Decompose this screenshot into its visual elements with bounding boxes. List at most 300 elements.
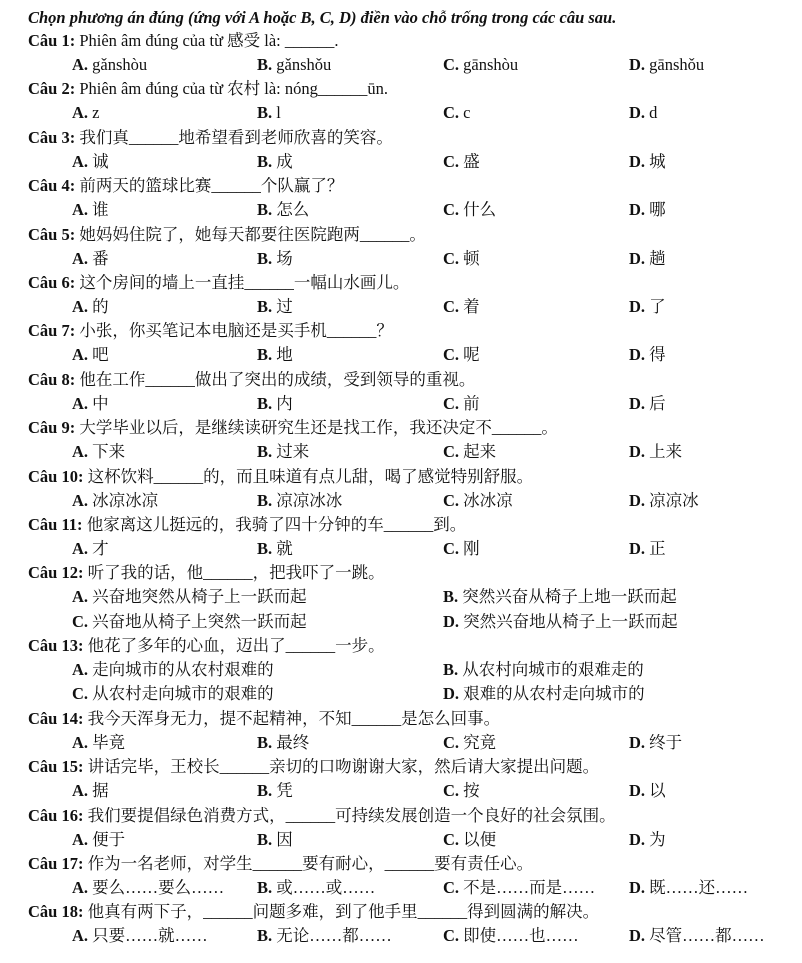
answer-option-d[interactable] xyxy=(629,731,682,755)
answer-option-c[interactable] xyxy=(443,779,480,803)
question-stem xyxy=(28,707,802,731)
answer-option-c[interactable] xyxy=(443,924,579,948)
option-text: 走向城市的从农村艰难的 xyxy=(88,660,274,680)
option-letter: A. xyxy=(72,296,89,316)
option-text: 凉凉冰 xyxy=(645,490,699,510)
option-letter: D. xyxy=(629,732,646,752)
option-text: 为 xyxy=(645,829,666,849)
answer-option-b[interactable] xyxy=(257,392,293,416)
question-stem xyxy=(28,755,802,779)
option-letter: D. xyxy=(629,248,646,268)
option-letter: A. xyxy=(72,248,89,268)
options-row xyxy=(28,101,802,125)
option-text: 才 xyxy=(88,538,109,558)
option-text: 诚 xyxy=(88,151,109,171)
question-list xyxy=(0,29,802,949)
option-text: 盛 xyxy=(459,151,480,171)
option-text: 后 xyxy=(645,393,666,413)
option-text: 着 xyxy=(459,296,480,316)
option-text: 城 xyxy=(645,151,666,171)
answer-option-b[interactable] xyxy=(443,585,677,609)
option-text: 毕竟 xyxy=(88,732,126,752)
answer-option-d[interactable] xyxy=(629,779,666,803)
option-text: 哪 xyxy=(645,200,666,220)
options-row xyxy=(28,779,802,803)
answer-option-a[interactable] xyxy=(72,295,109,319)
question-stem xyxy=(28,29,802,53)
question-number: Câu 2: xyxy=(28,79,76,99)
option-text: 下来 xyxy=(88,442,126,462)
option-letter: B. xyxy=(257,151,273,171)
question-stem xyxy=(28,900,802,924)
question-stem xyxy=(28,223,802,247)
question-stem xyxy=(28,852,802,876)
option-letter: D. xyxy=(629,878,646,898)
options-row xyxy=(28,682,802,706)
option-letter: B. xyxy=(257,200,273,220)
option-text: 谁 xyxy=(88,200,109,220)
option-text: 前 xyxy=(459,393,480,413)
answer-option-b[interactable] xyxy=(443,658,644,682)
option-text: 呢 xyxy=(459,345,480,365)
option-letter: B. xyxy=(257,829,273,849)
question-stem xyxy=(28,77,802,101)
option-text: 兴奋地从椅子上突然一跃而起 xyxy=(88,611,307,631)
option-text: 据 xyxy=(88,781,109,801)
question-stem xyxy=(28,561,802,585)
option-letter: A. xyxy=(72,151,89,171)
answer-option-c[interactable] xyxy=(72,682,274,706)
options-row xyxy=(28,585,802,609)
question-stem xyxy=(28,804,802,828)
answer-option-c[interactable] xyxy=(443,392,480,416)
answer-option-c[interactable] xyxy=(72,610,307,634)
answer-option-d[interactable] xyxy=(443,610,678,634)
option-text: 要么……要么…… xyxy=(88,878,225,898)
option-letter: D. xyxy=(629,103,646,123)
answer-option-d[interactable] xyxy=(629,489,699,513)
question-item xyxy=(28,755,802,803)
option-text: z xyxy=(88,103,100,123)
option-text: 既……还…… xyxy=(645,878,749,898)
option-letter: B. xyxy=(257,781,273,801)
answer-option-a[interactable] xyxy=(72,247,109,271)
answer-option-b[interactable] xyxy=(257,198,309,222)
question-stem xyxy=(28,513,802,537)
question-item xyxy=(28,29,802,77)
answer-option-a[interactable] xyxy=(72,198,109,222)
option-letter: C. xyxy=(443,829,460,849)
question-item xyxy=(28,319,802,367)
option-letter: A. xyxy=(72,878,89,898)
option-text: 的 xyxy=(88,296,109,316)
option-letter: C. xyxy=(443,538,460,558)
question-text: Phiên âm đúng của từ 农村 là: nóng______ūn. xyxy=(75,79,389,99)
answer-option-a[interactable] xyxy=(72,731,125,755)
question-text: 作为一名老师，对学生______要有耐心，______要有责任心。 xyxy=(83,854,534,874)
question-text: 大学毕业以后，是继续读研究生还是找工作，我还决定不______。 xyxy=(75,418,558,438)
option-text: 就 xyxy=(272,538,293,558)
question-item xyxy=(28,804,802,852)
answer-option-a[interactable] xyxy=(72,779,109,803)
option-letter: B. xyxy=(257,393,273,413)
option-letter: A. xyxy=(72,926,89,946)
option-letter: A. xyxy=(72,538,89,558)
option-letter: D. xyxy=(629,151,646,171)
option-letter: B. xyxy=(257,926,273,946)
option-text: 内 xyxy=(272,393,293,413)
option-letter: D. xyxy=(629,490,646,510)
options-row xyxy=(28,53,802,77)
answer-option-b[interactable] xyxy=(257,876,375,900)
option-text: 按 xyxy=(459,781,480,801)
question-stem xyxy=(28,416,802,440)
answer-option-a[interactable] xyxy=(72,150,109,174)
option-letter: B. xyxy=(257,878,273,898)
answer-option-a[interactable] xyxy=(72,924,208,948)
answer-option-b[interactable] xyxy=(257,489,342,513)
question-number: Câu 4: xyxy=(28,176,76,196)
answer-option-b[interactable] xyxy=(257,828,293,852)
option-letter: C. xyxy=(443,781,460,801)
options-row xyxy=(28,924,802,948)
option-text: gānshòu xyxy=(459,55,519,74)
answer-option-a[interactable] xyxy=(72,537,109,561)
question-number: Câu 15: xyxy=(28,757,84,777)
option-text: 尽管……都…… xyxy=(645,926,765,946)
answer-option-d[interactable] xyxy=(629,295,666,319)
option-text: 艰难的从农村走向城市的 xyxy=(459,684,645,704)
option-text: c xyxy=(459,103,471,123)
option-letter: B. xyxy=(443,587,459,607)
option-letter: B. xyxy=(257,490,273,510)
answer-option-b[interactable] xyxy=(257,779,293,803)
question-number: Câu 13: xyxy=(28,636,84,656)
option-letter: A. xyxy=(72,55,89,74)
option-letter: C. xyxy=(443,490,460,510)
question-text: 他真有两下子，______问题多难，到了他手里______得到圆满的解决。 xyxy=(83,902,600,922)
question-number: Câu 14: xyxy=(28,708,84,728)
question-number: Câu 9: xyxy=(28,418,76,438)
options-row xyxy=(28,537,802,561)
option-text: 以 xyxy=(645,781,666,801)
question-text: 这杯饮料______的，而且味道有点儿甜，喝了感觉特别舒服。 xyxy=(83,466,534,486)
question-text: 听了我的话，他______，把我吓了一跳。 xyxy=(83,563,385,583)
answer-option-b[interactable] xyxy=(257,731,309,755)
question-number: Câu 10: xyxy=(28,466,84,486)
option-letter: C. xyxy=(443,442,460,462)
question-item xyxy=(28,126,802,174)
answer-option-c[interactable] xyxy=(443,828,496,852)
answer-option-a[interactable] xyxy=(72,658,274,682)
answer-option-d[interactable] xyxy=(629,343,666,367)
answer-option-d[interactable] xyxy=(629,53,704,77)
option-text: 过来 xyxy=(272,442,310,462)
options-row xyxy=(28,658,802,682)
answer-option-b[interactable] xyxy=(257,343,293,367)
answer-option-d[interactable] xyxy=(629,876,748,900)
question-number: Câu 1: xyxy=(28,31,76,50)
option-text: 地 xyxy=(272,345,293,365)
answer-option-c[interactable] xyxy=(443,247,480,271)
question-stem xyxy=(28,126,802,150)
answer-option-a[interactable] xyxy=(72,585,307,609)
answer-option-c[interactable] xyxy=(443,295,480,319)
answer-option-c[interactable] xyxy=(443,440,496,464)
option-letter: A. xyxy=(72,587,89,607)
option-text: 只要……就…… xyxy=(88,926,208,946)
option-text: 从农村走向城市的艰难的 xyxy=(88,684,274,704)
question-number: Câu 7: xyxy=(28,321,76,341)
option-letter: D. xyxy=(443,684,460,704)
answer-option-b[interactable] xyxy=(257,53,331,77)
answer-option-a[interactable] xyxy=(72,489,158,513)
answer-option-d[interactable] xyxy=(629,828,666,852)
question-text: 他花了多年的心血，迈出了______一步。 xyxy=(83,636,385,656)
question-number: Câu 8: xyxy=(28,369,76,389)
answer-option-b[interactable] xyxy=(257,440,309,464)
option-letter: B. xyxy=(257,442,273,462)
option-text: 冰凉冰凉 xyxy=(88,490,159,510)
option-letter: A. xyxy=(72,442,89,462)
option-text: d xyxy=(645,103,658,123)
question-text: 这个房间的墙上一直挂______一幅山水画儿。 xyxy=(75,272,410,292)
answer-option-c[interactable] xyxy=(443,876,595,900)
option-text: 最终 xyxy=(272,732,310,752)
answer-option-d[interactable] xyxy=(629,392,666,416)
option-text: 趟 xyxy=(645,248,666,268)
answer-option-b[interactable] xyxy=(257,101,281,125)
option-text: 过 xyxy=(272,296,293,316)
question-text: 讲话完毕，王校长______亲切的口吻谢谢大家，然后请大家提出问题。 xyxy=(83,757,600,777)
answer-option-d[interactable] xyxy=(629,440,682,464)
question-stem xyxy=(28,174,802,198)
option-letter: C. xyxy=(443,200,460,220)
option-letter: A. xyxy=(72,732,89,752)
option-text: 究竟 xyxy=(459,732,497,752)
answer-option-b[interactable] xyxy=(257,150,293,174)
option-letter: A. xyxy=(72,103,89,123)
options-row xyxy=(28,489,802,513)
option-letter: A. xyxy=(72,490,89,510)
option-letter: C. xyxy=(443,248,460,268)
question-text: 前两天的篮球比赛______个队赢了？ xyxy=(75,176,344,196)
question-item xyxy=(28,77,802,125)
option-text: 无论……都…… xyxy=(272,926,392,946)
answer-option-a[interactable] xyxy=(72,828,125,852)
question-number: Câu 5: xyxy=(28,224,76,244)
option-letter: C. xyxy=(443,345,460,365)
option-text: 突然兴奋从椅子上地一跃而起 xyxy=(458,587,677,607)
option-letter: D. xyxy=(443,611,460,631)
option-letter: D. xyxy=(629,829,646,849)
question-text: 我今天浑身无力，提不起精神，不知______是怎么回事。 xyxy=(83,708,501,728)
option-letter: B. xyxy=(257,345,273,365)
option-letter: D. xyxy=(629,345,646,365)
question-item xyxy=(28,223,802,271)
options-row xyxy=(28,440,802,464)
answer-option-d[interactable] xyxy=(629,150,666,174)
answer-option-c[interactable] xyxy=(443,53,518,77)
answer-option-a[interactable] xyxy=(72,53,147,77)
question-text: 我们真______地希望看到老师欣喜的笑容。 xyxy=(75,127,393,147)
option-letter: C. xyxy=(443,151,460,171)
option-text: 即使……也…… xyxy=(459,926,579,946)
answer-option-a[interactable] xyxy=(72,343,109,367)
option-letter: C. xyxy=(443,296,460,316)
options-row xyxy=(28,731,802,755)
options-row xyxy=(28,876,802,900)
question-item xyxy=(28,900,802,948)
option-text: 或……或…… xyxy=(272,878,376,898)
option-letter: C. xyxy=(443,55,460,74)
question-text: 他家离这儿挺远的，我骑了四十分钟的车______到。 xyxy=(82,514,467,534)
option-text: l xyxy=(272,103,281,123)
option-text: 得 xyxy=(645,345,666,365)
question-item xyxy=(28,174,802,222)
question-item xyxy=(28,465,802,513)
option-letter: D. xyxy=(629,200,646,220)
question-number: Câu 16: xyxy=(28,805,84,825)
question-stem xyxy=(28,368,802,392)
options-row xyxy=(28,150,802,174)
question-item xyxy=(28,416,802,464)
question-number: Câu 17: xyxy=(28,854,84,874)
question-item xyxy=(28,852,802,900)
option-text: 便于 xyxy=(88,829,126,849)
option-text: 吧 xyxy=(88,345,109,365)
answer-option-d[interactable] xyxy=(629,247,666,271)
option-letter: B. xyxy=(257,296,273,316)
option-text: 正 xyxy=(645,538,666,558)
question-stem xyxy=(28,465,802,489)
options-row xyxy=(28,295,802,319)
question-stem xyxy=(28,634,802,658)
option-letter: D. xyxy=(629,296,646,316)
answer-option-a[interactable] xyxy=(72,392,109,416)
option-text: 了 xyxy=(645,296,666,316)
question-number: Câu 3: xyxy=(28,127,76,147)
question-item xyxy=(28,634,802,707)
option-text: 不是……而是…… xyxy=(459,878,596,898)
option-text: 场 xyxy=(272,248,293,268)
option-letter: A. xyxy=(72,345,89,365)
options-row xyxy=(28,828,802,852)
answer-option-a[interactable] xyxy=(72,876,224,900)
options-row xyxy=(28,198,802,222)
options-row xyxy=(28,610,802,634)
question-stem xyxy=(28,319,802,343)
question-item xyxy=(28,513,802,561)
answer-option-b[interactable] xyxy=(257,537,293,561)
option-text: 凉凉冰冰 xyxy=(272,490,343,510)
answer-option-d[interactable] xyxy=(629,924,765,948)
question-text: 我们要提倡绿色消费方式，______可持续发展创造一个良好的社会氛围。 xyxy=(83,805,616,825)
option-text: gānshǒu xyxy=(645,55,705,74)
option-text: 成 xyxy=(272,151,293,171)
question-number: Câu 6: xyxy=(28,272,76,292)
option-text: 终于 xyxy=(645,732,683,752)
option-letter: D. xyxy=(629,442,646,462)
option-text: gǎnshòu xyxy=(88,55,148,74)
option-text: 以便 xyxy=(459,829,497,849)
option-letter: C. xyxy=(443,393,460,413)
option-text: 怎么 xyxy=(272,200,310,220)
answer-option-c[interactable] xyxy=(443,101,471,125)
options-row xyxy=(28,392,802,416)
option-text: 从农村向城市的艰难走的 xyxy=(458,660,644,680)
answer-option-a[interactable] xyxy=(72,101,100,125)
question-text: Phiên âm đúng của từ 感受 là: ______. xyxy=(75,31,339,50)
option-letter: A. xyxy=(72,660,89,680)
option-letter: D. xyxy=(629,538,646,558)
options-row xyxy=(28,247,802,271)
option-letter: B. xyxy=(257,732,273,752)
answer-option-b[interactable] xyxy=(257,295,293,319)
question-number: Câu 11: xyxy=(28,514,83,534)
option-text: gǎnshǒu xyxy=(272,55,332,74)
answer-option-c[interactable] xyxy=(443,343,480,367)
question-number: Câu 12: xyxy=(28,563,84,583)
answer-option-d[interactable] xyxy=(629,537,666,561)
option-letter: D. xyxy=(629,926,646,946)
question-text: 他在工作______做出了突出的成绩，受到领导的重视。 xyxy=(75,369,476,389)
option-letter: C. xyxy=(72,684,89,704)
option-text: 起来 xyxy=(459,442,497,462)
question-text: 她妈妈住院了，她每天都要往医院跑两______。 xyxy=(75,224,426,244)
answer-option-b[interactable] xyxy=(257,924,392,948)
answer-option-c[interactable] xyxy=(443,198,496,222)
option-letter: D. xyxy=(629,393,646,413)
option-text: 番 xyxy=(88,248,109,268)
question-text: 小张，你买笔记本电脑还是买手机______？ xyxy=(75,321,393,341)
option-text: 凭 xyxy=(272,781,293,801)
option-text: 什么 xyxy=(459,200,497,220)
option-letter: B. xyxy=(257,55,273,74)
option-text: 突然兴奋地从椅子上一跃而起 xyxy=(459,611,678,631)
answer-option-c[interactable] xyxy=(443,150,480,174)
answer-option-c[interactable] xyxy=(443,489,513,513)
question-item xyxy=(28,368,802,416)
option-letter: C. xyxy=(443,926,460,946)
question-item xyxy=(28,561,802,634)
option-letter: C. xyxy=(443,878,460,898)
option-text: 顿 xyxy=(459,248,480,268)
answer-option-a[interactable] xyxy=(72,440,125,464)
answer-option-b[interactable] xyxy=(257,247,293,271)
answer-option-c[interactable] xyxy=(443,537,480,561)
option-letter: C. xyxy=(72,611,89,631)
option-text: 刚 xyxy=(459,538,480,558)
option-letter: D. xyxy=(629,781,646,801)
option-letter: B. xyxy=(443,660,459,680)
instructions: Chọn phương án đúng (ứng với A hoặc B, C, D) điền vào chỗ trống trong các câu sau. xyxy=(28,8,617,27)
answer-option-c[interactable] xyxy=(443,731,496,755)
option-letter: D. xyxy=(629,55,646,74)
option-letter: B. xyxy=(257,538,273,558)
answer-option-d[interactable] xyxy=(443,682,645,706)
option-letter: B. xyxy=(257,103,273,123)
option-letter: C. xyxy=(443,103,460,123)
answer-option-d[interactable] xyxy=(629,198,666,222)
option-text: 因 xyxy=(272,829,293,849)
option-letter: A. xyxy=(72,829,89,849)
option-letter: B. xyxy=(257,248,273,268)
answer-option-d[interactable] xyxy=(629,101,657,125)
question-stem xyxy=(28,271,802,295)
option-letter: C. xyxy=(443,732,460,752)
option-text: 冰冰凉 xyxy=(459,490,513,510)
